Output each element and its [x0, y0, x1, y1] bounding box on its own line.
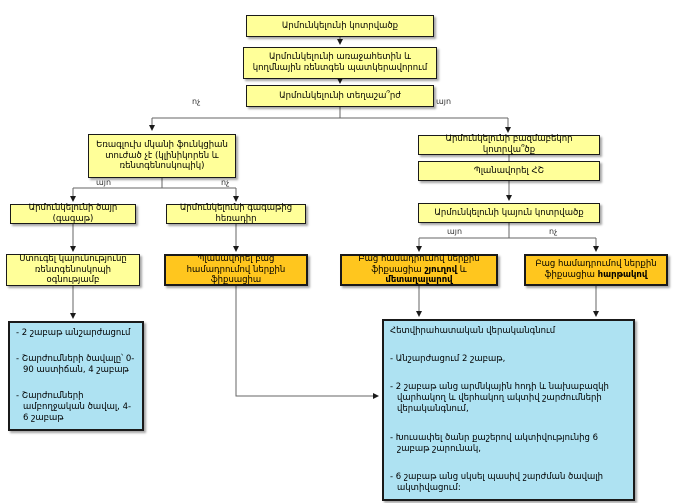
edge-label-yes-displacement: այո: [436, 97, 452, 106]
node-xray-imaging: Արմունկելունի առաջահետին և կողմնային ռենտգեն պատկերավորում: [243, 47, 437, 79]
node-displacement-question: Արմունկելունի տեղաշա՞րժ: [246, 85, 434, 107]
node-start: Արմունկելունի կոտրվածք: [246, 15, 434, 37]
edge-label-no-triceps: ոչ: [221, 178, 230, 187]
postop-bullet: - Անշարժացում 2 շաբաթ,: [390, 354, 506, 365]
conservative-bullet: - Շարժումների ամբողջական ծավալ, 4-6 շաբաթ: [16, 390, 132, 423]
orif-wire-line1: Բաց համադրումով ներքին: [358, 254, 480, 265]
postop-bullet: - Խուսափել ծանր քաշերով ակտիվությունից 6 շաբաթ շարունակ,: [390, 432, 598, 454]
conservative-bullet: - Շարժումների ծավալը՝ 0-90 աստիճան, 4 շաբաթ: [16, 353, 135, 375]
conservative-bullet: - 2 շաբաթ անշարժացում: [16, 328, 131, 338]
postop-bullet: - 6 շաբաթ անց սկսել պասիվ շարժման ծավալի ակտիվացում:: [390, 471, 603, 493]
orif-wire-line2: ֆիքսացիա շյուղով և մետաղալարով: [371, 264, 467, 286]
edge-label-yes-stable: այո: [447, 227, 463, 236]
edge-label-yes-triceps: այո: [96, 178, 112, 187]
node-distal-to-tip: Արմունկելունի գագաթից հեռադիր: [166, 204, 306, 224]
edge-label-no-displacement: ոչ: [192, 97, 201, 106]
node-plan-ct: Պլանավորել ՀՇ: [418, 161, 600, 181]
orif-plate-line2: ֆիքսացիա հարթակով: [544, 270, 648, 280]
postop-bullet: - 2 շաբաթ անց արմնկային հոդի և նախաբազկի վարհակող և վերհակող ակտիվ շարժումների վերականգնում,: [390, 382, 609, 415]
node-stable-fracture: Արմունկելունի կայուն կոտրվածք: [418, 203, 600, 223]
orif-plate-line1: Բաց համադրումով ներքին: [535, 259, 657, 270]
node-orif-plate: [524, 254, 668, 286]
node-check-stability: Ստուգել կայունությունը ռենտգենոսկոպի օգնությամբ: [6, 254, 140, 286]
outcome-postop: [382, 319, 635, 501]
node-orif-wire: [340, 254, 498, 286]
outcome-conservative: [8, 321, 144, 431]
node-comminuted-question: Արմունկելունի բազմաբեկոր կոտրվա՞ծք: [418, 135, 600, 155]
node-olecranon-tip: Արմունկելունի ծայր (գագաթ): [10, 204, 136, 224]
edge-label-no-stable: ոչ: [549, 227, 558, 236]
node-plan-orif: Պլանավորել բաց համադրումով ներքին ֆիքսացիա: [164, 254, 308, 286]
node-triceps-intact: Եռագլուխ մկանի ֆունկցիան տուժած չէ (կլինիկորեն և ռենտգենոսկոպիկ): [88, 134, 236, 178]
postop-title: Հետվիրահատական վերականգնում: [390, 326, 556, 336]
